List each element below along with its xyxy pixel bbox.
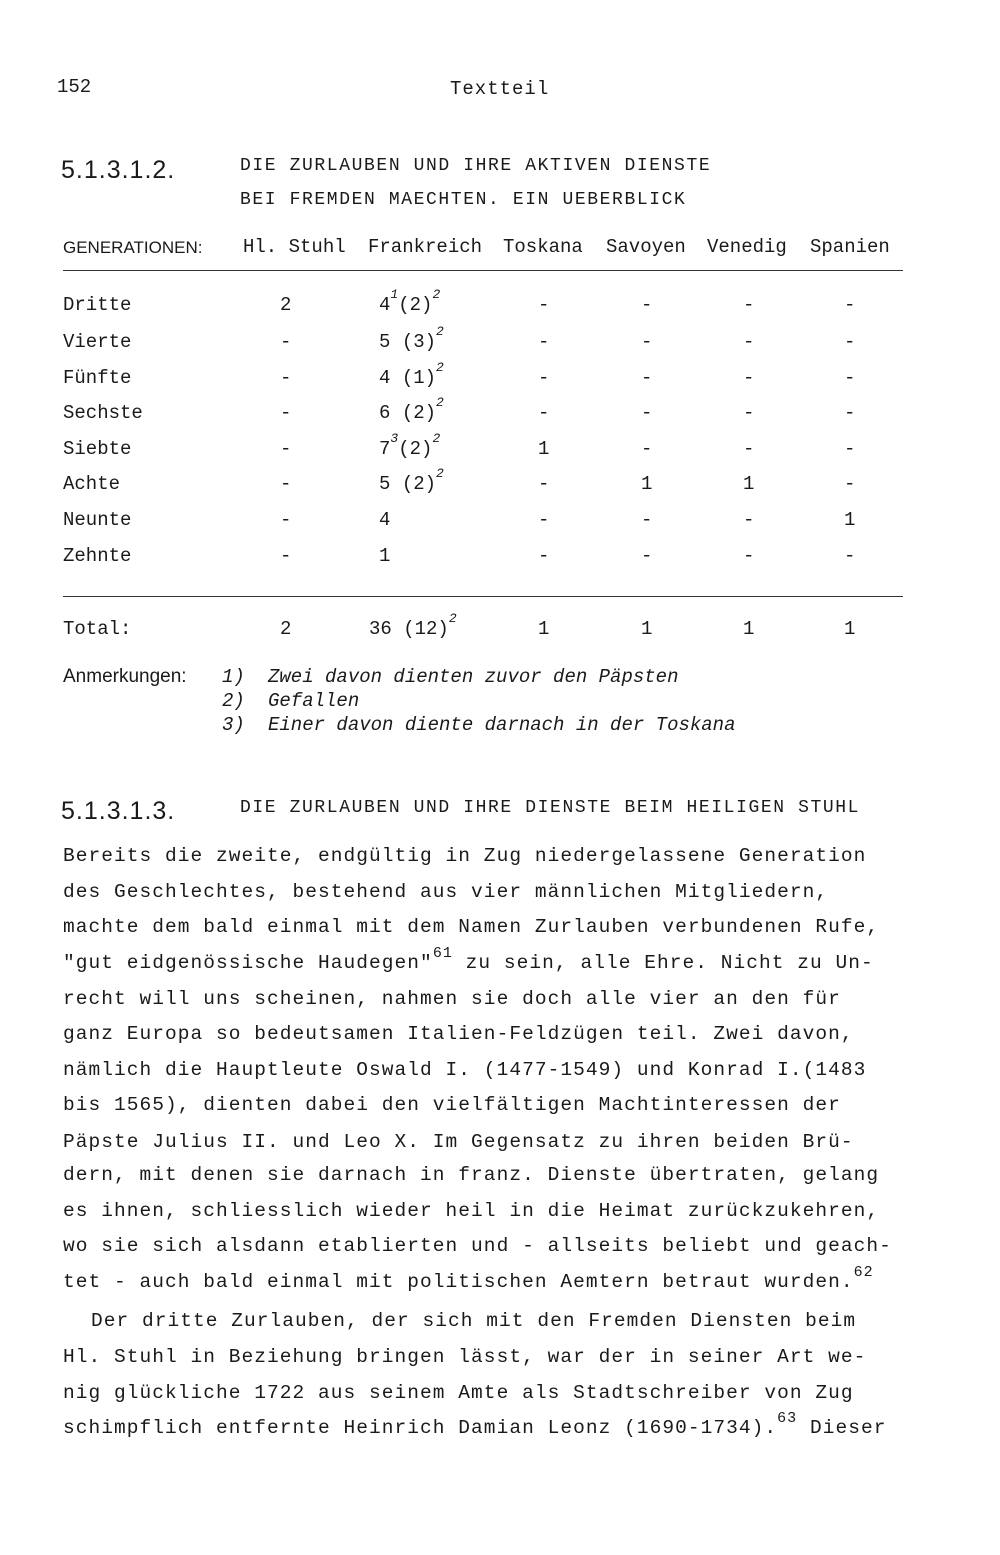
cell-savoyen: -	[641, 331, 653, 353]
cell-hl-stuhl: -	[280, 402, 292, 424]
body-line: Bereits die zweite, endgültig in Zug niedergelassene Generation	[63, 845, 867, 867]
body-line: es ihnen, schliesslich wieder heil in die Heimat zurückzukehren,	[63, 1200, 880, 1222]
cell-frankreich: $4^1(2)^2$	[379, 287, 441, 316]
note-marker-2: 2)	[222, 690, 245, 712]
column-header-frankreich: Frankreich	[368, 236, 483, 258]
cell-spanien: 1	[844, 509, 856, 531]
total-spanien: 1	[844, 618, 856, 640]
total-label: Total:	[63, 618, 132, 640]
cell-spanien: -	[844, 402, 856, 424]
cell-venedig: -	[743, 294, 755, 316]
running-head: Textteil	[450, 78, 550, 100]
row-label: Achte	[63, 473, 121, 495]
cell-savoyen: -	[641, 367, 653, 389]
cell-hl-stuhl: -	[280, 438, 292, 460]
cell-venedig: 1	[743, 473, 755, 495]
body-line: wo sie sich alsdann etablierten und - allseits beliebt und geach-	[63, 1235, 892, 1257]
section-title: DIE ZURLAUBEN UND IHRE DIENSTE BEIM HEILIGEN STUHL	[240, 798, 861, 818]
note-text-2: Gefallen	[268, 690, 360, 712]
footnote-ref-61: 61	[432, 945, 453, 962]
cell-hl-stuhl: -	[280, 473, 292, 495]
column-header-spanien: Spanien	[810, 236, 890, 258]
footnote-ref-62: 62	[853, 1264, 874, 1281]
total-savoyen: 1	[641, 618, 653, 640]
cell-frankreich: 4 $(1)^2$	[379, 360, 444, 389]
note-marker-3: 3)	[222, 714, 245, 736]
cell-venedig: -	[743, 367, 755, 389]
cell-savoyen: -	[641, 294, 653, 316]
cell-toskana: -	[538, 294, 550, 316]
cell-toskana: -	[538, 331, 550, 353]
body-line: machte dem bald einmal mit dem Namen Zurlauben verbundenen Rufe,	[63, 916, 880, 938]
body-line: nämlich die Hauptleute Oswald I. (1477-1549) und Konrad I.(1483	[63, 1059, 867, 1081]
section-number: 5.1.3.1.3.	[61, 797, 176, 825]
cell-spanien: -	[844, 545, 856, 567]
cell-hl-stuhl: 2	[280, 294, 292, 316]
column-header-generationen: GENERATIONEN:	[63, 238, 203, 257]
note-text-1: Zwei davon dienten zuvor den Päpsten	[268, 666, 679, 688]
total-hl-stuhl: 2	[280, 618, 292, 640]
cell-savoyen: -	[641, 438, 653, 460]
section-title-line1: DIE ZURLAUBEN UND IHRE AKTIVEN DIENSTE	[240, 156, 712, 176]
row-label: Neunte	[63, 509, 132, 531]
cell-venedig: -	[743, 402, 755, 424]
cell-hl-stuhl: -	[280, 367, 292, 389]
cell-frankreich: 4	[379, 509, 391, 531]
cell-hl-stuhl: -	[280, 509, 292, 531]
cell-spanien: -	[844, 294, 856, 316]
cell-frankreich: 6 $(2)^2$	[379, 395, 444, 424]
body-line: dern, mit denen sie darnach in franz. Dienste übertraten, gelang	[63, 1164, 880, 1186]
column-header-venedig: Venedig	[707, 236, 787, 258]
body-line: des Geschlechtes, bestehend aus vier männlichen Mitgliedern,	[63, 881, 829, 903]
cell-frankreich: 5 $(2)^2$	[379, 466, 444, 495]
notes-label: Anmerkungen:	[63, 666, 187, 687]
body-line: bis 1565), dienten dabei den vielfältigen Machtinteressen der	[63, 1094, 841, 1116]
body-line: Päpste Julius II. und Leo X. Im Gegensatz zu ihren beiden Brü-	[63, 1131, 854, 1153]
cell-frankreich: 5 $(3)^2$	[379, 324, 444, 353]
cell-frankreich: $7^3(2)^2$	[379, 431, 441, 460]
cell-toskana: -	[538, 545, 550, 567]
total-venedig: 1	[743, 618, 755, 640]
table-total-rule	[63, 596, 903, 597]
cell-venedig: -	[743, 331, 755, 353]
cell-savoyen: -	[641, 402, 653, 424]
row-label: Zehnte	[63, 545, 132, 567]
row-label: Dritte	[63, 294, 132, 316]
body-line: Hl. Stuhl in Beziehung bringen lässt, war der in seiner Art we-	[63, 1346, 867, 1368]
cell-savoyen: -	[641, 509, 653, 531]
cell-frankreich: 1	[379, 545, 391, 567]
cell-spanien: -	[844, 331, 856, 353]
column-header-savoyen: Savoyen	[606, 236, 686, 258]
cell-savoyen: 1	[641, 473, 653, 495]
table-header-rule	[63, 270, 903, 271]
total-toskana: 1	[538, 618, 550, 640]
body-line: Der dritte Zurlauben, der sich mit den Fremden Diensten beim	[91, 1310, 857, 1332]
body-line: tet - auch bald einmal mit politischen Aemtern betraut wurden.$^{62}$	[63, 1264, 874, 1293]
total-frankreich: 36 $(12)^2$	[369, 611, 457, 640]
body-line: nig glückliche 1722 aus seinem Amte als Stadtschreiber von Zug	[63, 1382, 854, 1404]
body-line: ganz Europa so bedeutsamen Italien-Feldzügen teil. Zwei davon,	[63, 1023, 854, 1045]
note-marker-1: 1)	[222, 666, 245, 688]
column-header-toskana: Toskana	[503, 236, 583, 258]
row-label: Fünfte	[63, 367, 132, 389]
section-number: 5.1.3.1.2.	[61, 156, 176, 184]
body-line: schimpflich entfernte Heinrich Damian Leonz (1690-1734).$^{63}$ Dieser	[63, 1410, 887, 1439]
row-label: Siebte	[63, 438, 132, 460]
cell-toskana: -	[538, 402, 550, 424]
cell-toskana: -	[538, 509, 550, 531]
cell-spanien: -	[844, 473, 856, 495]
cell-venedig: -	[743, 545, 755, 567]
cell-spanien: -	[844, 367, 856, 389]
cell-savoyen: -	[641, 545, 653, 567]
cell-hl-stuhl: -	[280, 331, 292, 353]
cell-toskana: 1	[538, 438, 550, 460]
note-text-3: Einer davon diente darnach in der Toskana	[268, 714, 736, 736]
row-label: Sechste	[63, 402, 143, 424]
cell-spanien: -	[844, 438, 856, 460]
body-line: recht will uns scheinen, nahmen sie doch alle vier an den für	[63, 988, 841, 1010]
row-label: Vierte	[63, 331, 132, 353]
footnote-ref-63: 63	[777, 1410, 798, 1427]
page-number: 152	[57, 76, 92, 98]
cell-hl-stuhl: -	[280, 545, 292, 567]
column-header-hl-stuhl: Hl. Stuhl	[243, 236, 346, 258]
cell-venedig: -	[743, 438, 755, 460]
cell-toskana: -	[538, 473, 550, 495]
body-line: "gut eidgenössische Haudegen"$^{61}$ zu sein, alle Ehre. Nicht zu Un-	[63, 945, 874, 974]
section-title-line2: BEI FREMDEN MAECHTEN. EIN UEBERBLICK	[240, 190, 687, 210]
cell-toskana: -	[538, 367, 550, 389]
cell-venedig: -	[743, 509, 755, 531]
